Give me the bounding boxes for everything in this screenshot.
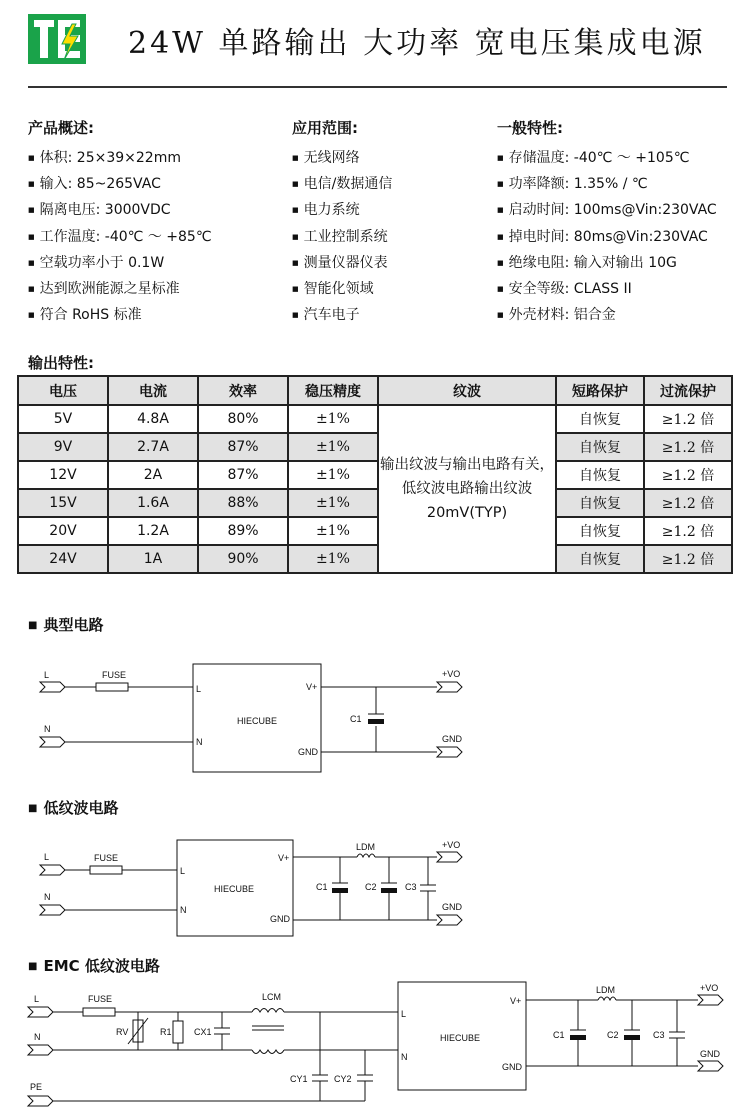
module-pin-l: L xyxy=(180,866,186,876)
cell-overcurrent: ≥1.2 倍 xyxy=(644,489,732,517)
label-c2: C2 xyxy=(365,882,377,892)
column-header: 效率 xyxy=(198,376,288,405)
overview-item: ■ 体积: 25×39×22mm xyxy=(28,145,212,171)
label-c2: C2 xyxy=(607,1030,619,1040)
label-fuse: FUSE xyxy=(102,670,127,680)
cell-voltage: 12V xyxy=(18,461,108,489)
cell-efficiency: 89% xyxy=(198,517,288,545)
table-row xyxy=(18,433,732,461)
cell-current: 1.6A xyxy=(108,489,198,517)
column-header: 纹波 xyxy=(378,376,556,405)
inductor-lcm-bottom-icon xyxy=(252,1050,284,1054)
capacitor-c1-icon xyxy=(332,888,348,893)
header xyxy=(0,0,750,88)
label-l: L xyxy=(44,670,50,680)
cell-short-circuit: 自恢复 xyxy=(556,489,644,517)
module-pin-vplus: V+ xyxy=(278,853,290,863)
cell-overcurrent: ≥1.2 倍 xyxy=(644,545,732,573)
table-row xyxy=(18,489,732,517)
module-pin-n: N xyxy=(180,905,187,915)
module-pin-vplus: V+ xyxy=(510,996,522,1006)
module-label: HIECUBE xyxy=(214,884,255,894)
module-pin-l: L xyxy=(401,1009,407,1019)
cell-regulation: ±1% xyxy=(288,405,378,433)
module-pin-gnd: GND xyxy=(298,747,318,757)
cell-ripple: 输出纹波与输出电路有关，低纹波电路输出纹波 20mV(TYP) xyxy=(378,405,556,573)
label-gnd: GND xyxy=(442,734,462,744)
application-item: ■ 汽车电子 xyxy=(292,302,392,328)
cell-short-circuit: 自恢复 xyxy=(556,405,644,433)
cell-regulation: ±1% xyxy=(288,545,378,573)
general-item: ■ 安全等级: CLASS II xyxy=(497,276,717,302)
company-logo xyxy=(28,14,86,64)
terminal-gnd-icon xyxy=(437,747,462,757)
cell-overcurrent: ≥1.2 倍 xyxy=(644,517,732,545)
label-c1: C1 xyxy=(316,882,328,892)
column-header: 电流 xyxy=(108,376,198,405)
cell-efficiency: 87% xyxy=(198,433,288,461)
output-heading: 输出特性: xyxy=(28,354,94,372)
module-pin-l: L xyxy=(196,684,202,694)
header-divider xyxy=(28,86,727,88)
application-item: ■ 测量仪器仪表 xyxy=(292,250,392,276)
label-cx1: CX1 xyxy=(194,1027,212,1037)
overview-section xyxy=(28,117,212,328)
fuse-icon xyxy=(90,866,122,874)
label-c3: C3 xyxy=(653,1030,665,1040)
capacitor-c2-icon xyxy=(381,888,397,893)
overview-item: ■ 输入: 85~265VAC xyxy=(28,171,212,197)
label-l: L xyxy=(44,852,50,862)
table-header-row xyxy=(18,376,732,405)
cell-regulation: ±1% xyxy=(288,517,378,545)
application-item: ■ 无线网络 xyxy=(292,145,392,171)
inductor-ldm-icon xyxy=(598,997,616,1000)
inductor-lcm-top-icon xyxy=(252,1009,284,1013)
fuse-icon xyxy=(96,683,128,691)
cell-current: 4.8A xyxy=(108,405,198,433)
label-c3: C3 xyxy=(405,882,417,892)
cell-overcurrent: ≥1.2 倍 xyxy=(644,433,732,461)
low-ripple-heading: ■ 低纹波电路 xyxy=(28,797,118,818)
module-pin-gnd: GND xyxy=(270,914,290,924)
resistor-r1-icon xyxy=(173,1021,183,1043)
cell-current: 2.7A xyxy=(108,433,198,461)
overview-item: ■ 达到欧洲能源之星标准 xyxy=(28,276,212,302)
label-pe: PE xyxy=(30,1082,43,1092)
cell-efficiency: 88% xyxy=(198,489,288,517)
overview-item: ■ 工作温度: -40℃ ～ +85℃ xyxy=(28,224,212,250)
overview-item: ■ 符合 RoHS 标准 xyxy=(28,302,212,328)
cell-voltage: 5V xyxy=(18,405,108,433)
application-item: ■ 智能化领域 xyxy=(292,276,392,302)
cell-short-circuit: 自恢复 xyxy=(556,545,644,573)
capacitor-c1-icon xyxy=(368,719,384,724)
general-item: ■ 掉电时间: 80ms@Vin:230VAC xyxy=(497,224,717,250)
cell-current: 1A xyxy=(108,545,198,573)
application-item: ■ 电信/数据通信 xyxy=(292,171,392,197)
label-lcm: LCM xyxy=(262,992,282,1002)
capacitor-c2-icon xyxy=(624,1035,640,1040)
cell-regulation: ±1% xyxy=(288,489,378,517)
cell-efficiency: 90% xyxy=(198,545,288,573)
general-heading: 一般特性: xyxy=(497,119,563,137)
cell-efficiency: 80% xyxy=(198,405,288,433)
cell-overcurrent: ≥1.2 倍 xyxy=(644,405,732,433)
module-pin-n: N xyxy=(196,737,203,747)
column-header: 电压 xyxy=(18,376,108,405)
label-n: N xyxy=(34,1032,41,1042)
label-vo: +VO xyxy=(700,983,719,993)
overview-heading: 产品概述: xyxy=(28,119,94,137)
cell-voltage: 20V xyxy=(18,517,108,545)
module-pin-vplus: V+ xyxy=(306,682,318,692)
label-gnd: GND xyxy=(700,1049,720,1059)
module-label: HIECUBE xyxy=(237,716,278,726)
label-ldm: LDM xyxy=(596,985,616,995)
emc-circuit-heading: ■ EMC 低纹波电路 xyxy=(28,955,160,976)
general-item: ■ 启动时间: 100ms@Vin:230VAC xyxy=(497,197,717,223)
label-cy1: CY1 xyxy=(290,1074,308,1084)
cell-voltage: 15V xyxy=(18,489,108,517)
terminal-vo-icon xyxy=(437,682,462,692)
fuse-icon xyxy=(83,1008,115,1016)
table-row xyxy=(18,405,732,433)
terminal-n-icon xyxy=(40,737,65,747)
label-c1: C1 xyxy=(553,1030,565,1040)
typical-circuit-diagram xyxy=(0,650,750,780)
general-item: ■ 存储温度: -40℃ ～ +105℃ xyxy=(497,145,717,171)
page-title: 24W 单路输出 大功率 宽电压集成电源 xyxy=(128,26,706,61)
general-item: ■ 绝缘电阻: 输入对输出 10G xyxy=(497,250,717,276)
general-section xyxy=(497,117,717,328)
capacitor-c1-icon xyxy=(570,1035,586,1040)
module-label: HIECUBE xyxy=(440,1033,481,1043)
cell-short-circuit: 自恢复 xyxy=(556,433,644,461)
label-cy2: CY2 xyxy=(334,1074,352,1084)
inductor-ldm-icon xyxy=(357,854,375,857)
column-header: 稳压精度 xyxy=(288,376,378,405)
label-fuse: FUSE xyxy=(94,853,119,863)
module-pin-gnd: GND xyxy=(502,1062,522,1072)
overview-item: ■ 隔离电压: 3000VDC xyxy=(28,197,212,223)
cell-voltage: 24V xyxy=(18,545,108,573)
label-r1: R1 xyxy=(160,1027,172,1037)
label-n: N xyxy=(44,724,51,734)
table-row xyxy=(18,545,732,573)
application-item: ■ 电力系统 xyxy=(292,197,392,223)
cell-overcurrent: ≥1.2 倍 xyxy=(644,461,732,489)
label-gnd: GND xyxy=(442,902,462,912)
cell-current: 2A xyxy=(108,461,198,489)
label-c1: C1 xyxy=(350,714,362,724)
label-l: L xyxy=(34,994,40,1004)
overview-item: ■ 空载功率小于 0.1W xyxy=(28,250,212,276)
emc-circuit-diagram xyxy=(0,978,750,1118)
low-ripple-diagram xyxy=(0,830,750,945)
label-vo: +VO xyxy=(442,840,461,850)
table-row xyxy=(18,461,732,489)
general-item: ■ 外壳材料: 铝合金 xyxy=(497,302,717,328)
cell-current: 1.2A xyxy=(108,517,198,545)
module-pin-n: N xyxy=(401,1052,408,1062)
applications-section xyxy=(292,117,392,328)
cell-voltage: 9V xyxy=(18,433,108,461)
column-header: 过流保护 xyxy=(644,376,732,405)
application-item: ■ 工业控制系统 xyxy=(292,224,392,250)
label-vo: +VO xyxy=(442,669,461,679)
general-item: ■ 功率降额: 1.35% / ℃ xyxy=(497,171,717,197)
column-header: 短路保护 xyxy=(556,376,644,405)
cell-short-circuit: 自恢复 xyxy=(556,517,644,545)
label-fuse: FUSE xyxy=(88,994,113,1004)
cell-short-circuit: 自恢复 xyxy=(556,461,644,489)
label-ldm: LDM xyxy=(356,842,376,852)
cell-regulation: ±1% xyxy=(288,461,378,489)
applications-heading: 应用范围: xyxy=(292,119,358,137)
typical-circuit-heading: ■ 典型电路 xyxy=(28,614,103,635)
cell-efficiency: 87% xyxy=(198,461,288,489)
label-n: N xyxy=(44,892,51,902)
output-table xyxy=(17,375,733,574)
label-rv: RV xyxy=(116,1027,129,1037)
table-row xyxy=(18,517,732,545)
cell-regulation: ±1% xyxy=(288,433,378,461)
terminal-l-icon xyxy=(40,682,65,692)
